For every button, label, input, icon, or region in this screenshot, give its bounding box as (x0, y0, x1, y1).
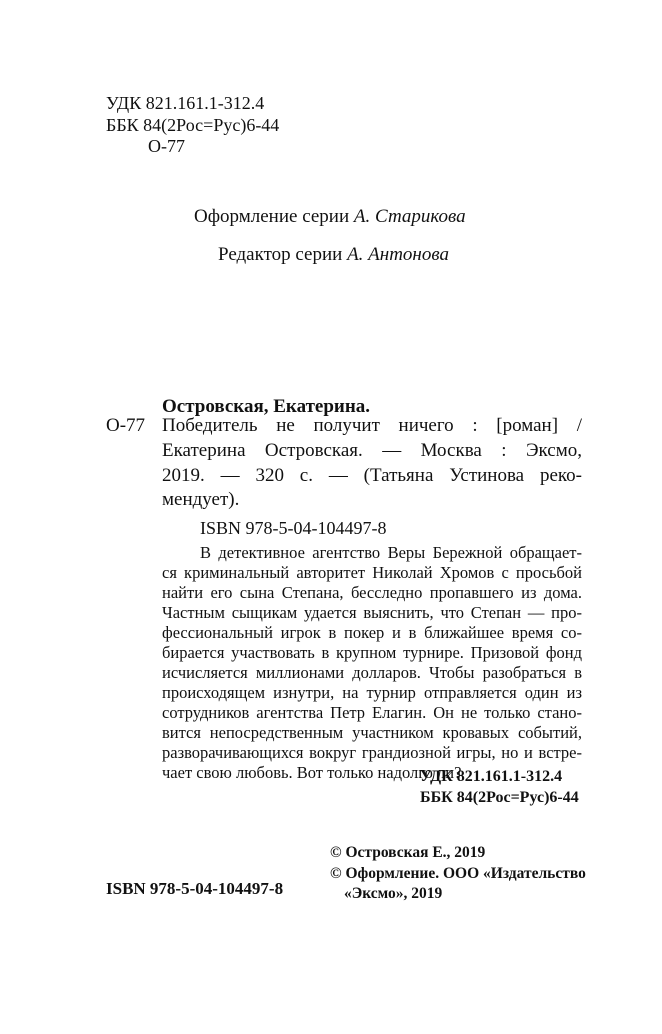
copyright-line: «Эксмо», 2019 (344, 885, 443, 902)
udk-index-bottom: УДК 821.161.1-312.4 (420, 768, 563, 785)
card-title-line: 2019. — 320 с. — (Татьяна Устинова реко- (162, 465, 582, 486)
annotation-line: чает свою любовь. Вот только надолго ли? (162, 763, 462, 782)
series-editor-name: А. Антонова (347, 244, 449, 265)
annotation-line: разворачивающихся вокруг грандиозной игры, но и встре- (162, 743, 582, 762)
copyright-line: © Островская Е., 2019 (330, 844, 486, 861)
series-design-credit (194, 205, 466, 229)
card-title-line: мендует). (162, 489, 240, 510)
annotation-line: вится непосредственным участником кровавых событий, (162, 723, 582, 742)
series-editor-label: Редактор серии (218, 244, 343, 265)
bbk-index-bottom: ББК 84(2Рос=Рус)6-44 (420, 789, 579, 806)
series-editor-credit (218, 243, 449, 267)
annotation-line: фессиональный игрок в покер и в ближайшее время со- (162, 623, 582, 642)
annotation-line: исчисляется миллионами долларов. Чтобы разобраться в (162, 663, 582, 682)
card-isbn: ISBN 978-5-04-104497-8 (200, 518, 387, 538)
annotation-line: В детективное агентство Веры Бережной обращает- (200, 543, 582, 562)
card-code: О-77 (106, 415, 146, 436)
annotation-line: найти его сына Степана, бесследно пропавшего из дома. (162, 583, 582, 602)
card-title-line: Победитель не получит ничего : [роман] / (162, 415, 582, 436)
annotation-line: ся криминальный авторитет Николай Хромов с просьбой (162, 563, 582, 582)
series-design-name: А. Старикова (353, 206, 466, 227)
udk-index: УДК 821.161.1-312.4 (106, 93, 265, 113)
author-code: О-77 (148, 136, 185, 156)
card-author: Островская, Екатерина. (162, 396, 371, 417)
card-title-line: Екатерина Островская. — Москва : Эксмо, (162, 440, 582, 461)
annotation-line: Частным сыщикам удается выяснить, что Степан — про- (162, 603, 582, 622)
annotation-line: происходящем изнутри, на турнир отправляется один из (162, 683, 582, 702)
bbk-index: ББК 84(2Рос=Рус)6-44 (106, 115, 280, 135)
annotation-line: бирается участвовать в крупном турнире. Призовой фонд (162, 643, 582, 662)
annotation-line: сотрудников агентства Петр Елагин. Он не только стано- (162, 703, 582, 722)
copyright-line: © Оформление. ООО «Издательство (330, 865, 586, 882)
isbn-bottom: ISBN 978-5-04-104497-8 (106, 879, 284, 898)
series-design-label: Оформление серии (194, 206, 350, 227)
